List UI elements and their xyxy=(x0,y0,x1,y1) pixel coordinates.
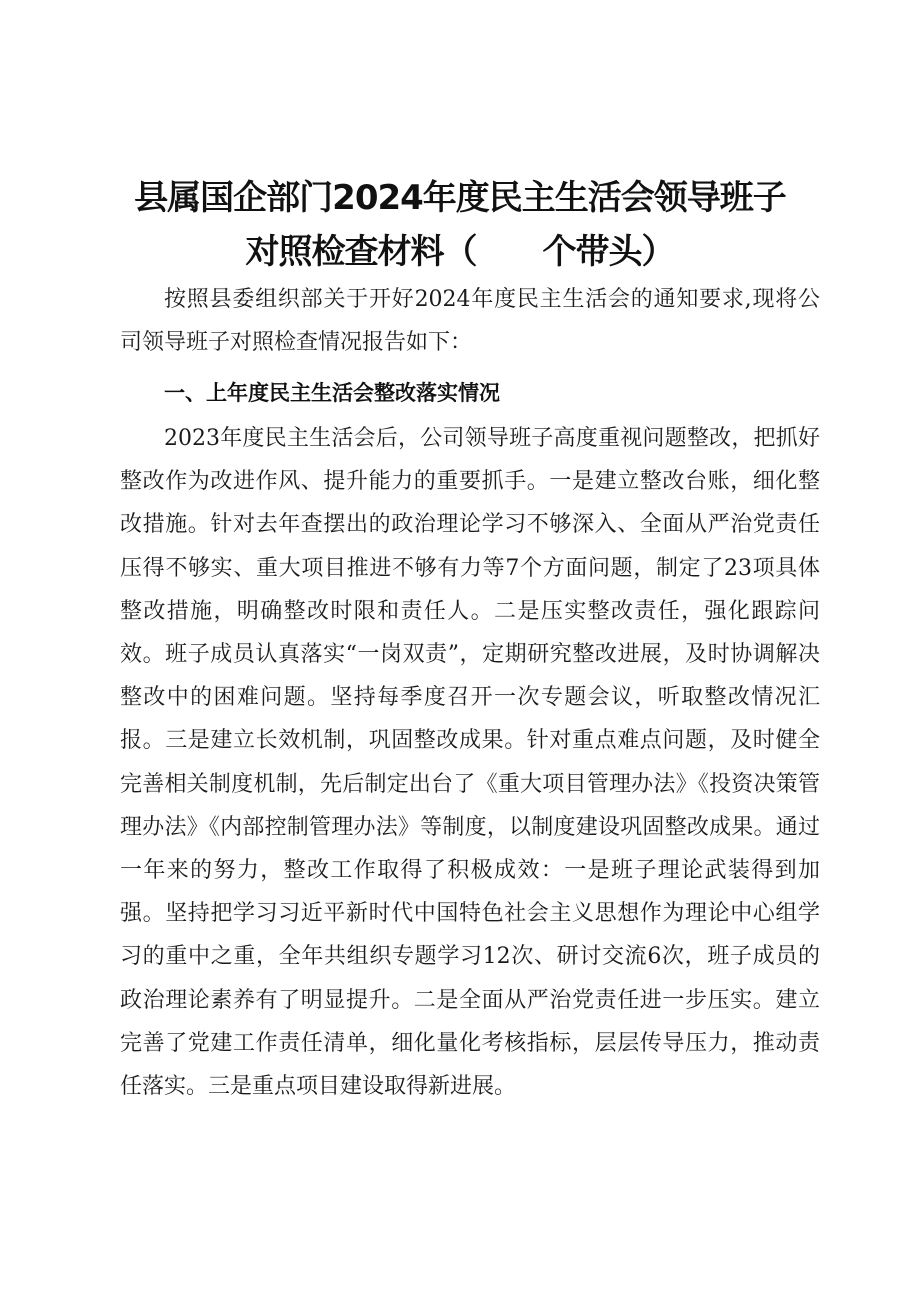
intro-paragraph: 按照县委组织部关于开好2024年度民主生活会的通知要求,现将公司领导班子对照检查情况报告如下： xyxy=(120,287,820,356)
document-title-line-1: 县属国企部门2024年度民主生活会领导班子 xyxy=(134,178,786,218)
document-title-line-2: 对照检查材料（ 个带头） xyxy=(245,232,675,272)
section-heading-1: 一、上年度民主生活会整改落实情况 xyxy=(164,381,500,405)
section-1-paragraph: 2023年度民主生活会后，公司领导班子高度重视问题整改，把抓好整改作为改进作风、提升能力的重要抓手。一是建立整改台账，细化整改措施。针对去年查摆出的政治理论学习不够深入、全面从严治党责任压得不够实、重大项目推进不够有力等7个方面问题，制定了23项具体整改措施，明确整改时限和责任人。二是压实整改责任，强化跟踪问效。班子成员认真落实“一岗双责”，定期研究整改进展，及时协调解决整改中的困难问题。坚持每季度召开一次专题会议，听取整改情况汇报。三是建立长效机制，巩固整改成果。针对重点难点问题，及时健全完善相关制度机制，先后制定出台了《重大项目管理办法》《投资决策管理办法》《内部控制管理办法》等制度，以制度建设巩固整改成果。通过一年来的努力，整改工作取得了积极成效：一是班子理论武装得到加强。坚持把学习习近平新时代中国特色社会主义思想作为理论中心组学习的重中之重，全年共组织专题学习12次、研讨交流6次，班子成员的政治理论素养有了明显提升。二是全面从严治党责任进一步压实。建立完善了党建工作责任清单，细化量化考核指标，层层传导压力，推动责任落实。三是重点项目建设取得新进展。 xyxy=(120,426,820,1100)
